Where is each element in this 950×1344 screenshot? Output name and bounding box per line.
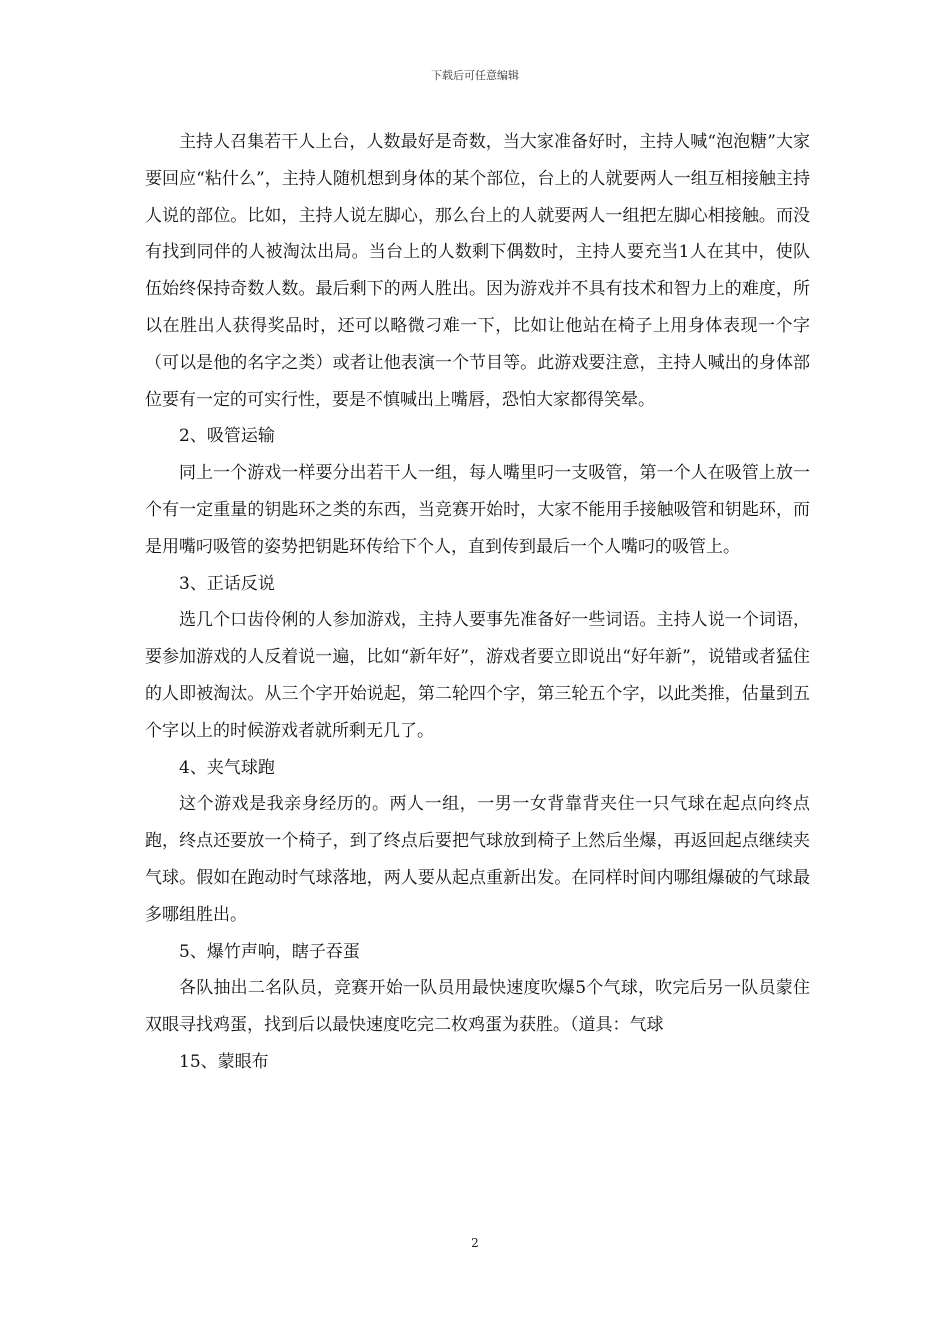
section-heading-3: 3、正话反说 — [179, 573, 275, 594]
page-number: 2 — [471, 1236, 479, 1250]
paragraph-4: 这个游戏是我亲身经历的。两人一组，一男一女背靠背夹住一只气球在起点向终点跑，终点还要放一个椅子，到了终点后要把气球放到椅子上然后坐爆，再返回起点继续夹气球。假如在跑动时气球落地，两人要从起点重新出发。在同样时间内哪组爆破的气球最多哪组胜出。 — [145, 794, 810, 925]
paragraph-3: 选几个口齿伶俐的人参加游戏，主持人要事先准备好一些词语。主持人说一个词语，要参加游戏的人反着说一遍，比如“新年好”，游戏者要立即说出“好年新”，说错或者猛住的人即被淘汰。从三个字开始说起，第二轮四个字，第三轮五个字，以此类推，估量到五个字以上的时候游戏者就所剩无几了。 — [145, 610, 810, 741]
paragraph-2: 同上一个游戏一样要分出若干人一组，每人嘴里叼一支吸管，第一个人在吸管上放一个有一定重量的钥匙环之类的东西，当竞赛开始时，大家不能用手接触吸管和钥匙环，而是用嘴叼吸管的姿势把钥匙环传给下个人，直到传到最后一个人嘴叼的吸管上。 — [145, 463, 810, 557]
section-heading-2: 2、吸管运输 — [179, 426, 275, 447]
paragraph-1: 主持人召集若干人上台，人数最好是奇数，当大家准备好时，主持人喊“泡泡糖”大家要回应“粘什么”，主持人随机想到身体的某个部位，台上的人就要两人一组互相接触主持人说的部位。比如，主持人说左脚心，那么台上的人就要两人一组把左脚心相接触。而没有找到同伴的人被淘汰出局。当台上的人数剩下偶数时，主持人要充当1人在其中，使队伍始终保持奇数人数。最后剩下的两人胜出。因为游戏并不具有技术和智力上的难度，所以在胜出人获得奖品时，还可以略微刁难一下，比如让他站在椅子上用身体表现一个字（可以是他的名字之类）或者让他表演一个节目等。此游戏要注意，主持人喊出的身体部位要有一定的可实行性，要是不慎喊出上嘴唇，恐怕大家都得笑晕。 — [145, 132, 810, 410]
section-heading-4: 4、夹气球跑 — [179, 757, 275, 778]
paragraph-5: 各队抽出二名队员，竞赛开始一队员用最快速度吹爆5个气球，吹完后另一队员蒙住双眼寻找鸡蛋，找到后以最快速度吃完二枚鸡蛋为获胜。（道具：气球 — [145, 978, 810, 1036]
page-header: 下载后可任意编辑 — [431, 69, 519, 82]
section-heading-5: 5、爆竹声响，瞎子吞蛋 — [179, 941, 360, 962]
document-body — [145, 124, 810, 1081]
section-heading-15: 15、蒙眼布 — [179, 1051, 269, 1072]
